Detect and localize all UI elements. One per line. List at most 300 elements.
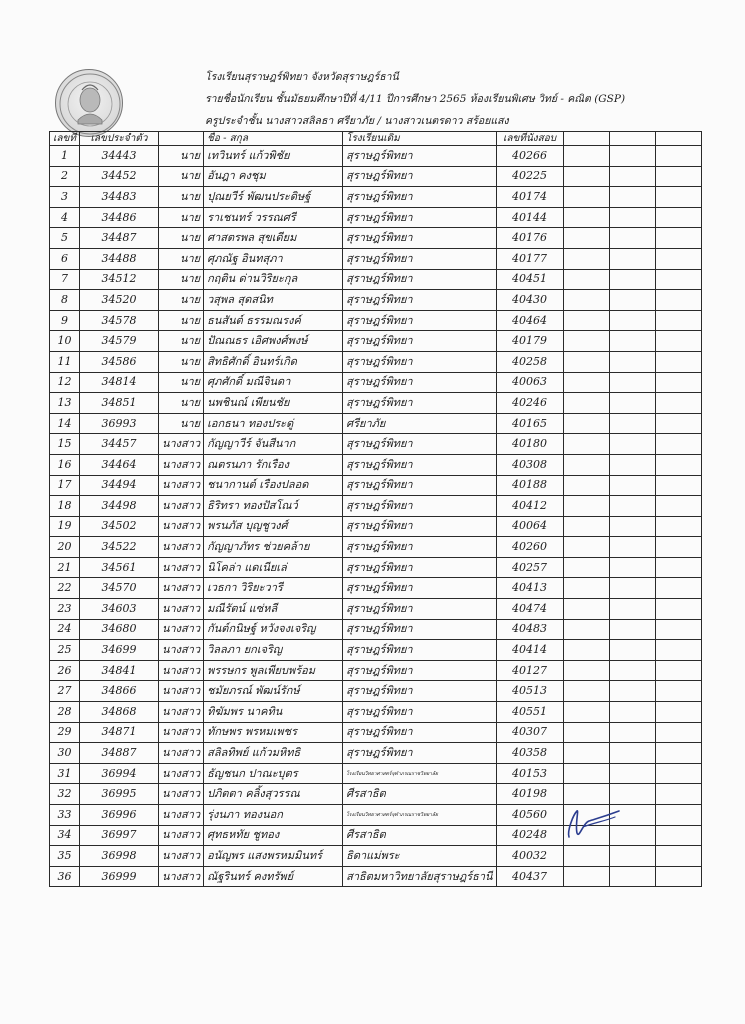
student-name-cell: กัญญาวีร์ จันสีนาก [204, 434, 343, 455]
exam-seat-cell: 40188 [496, 475, 563, 496]
row-number: 30 [50, 743, 80, 764]
table-row [50, 846, 702, 867]
blank-cell [655, 743, 701, 764]
blank-cell [609, 454, 655, 475]
student-name-cell: ศุภศักดิ์ มณีจินดา [204, 372, 343, 393]
table-row [50, 248, 702, 269]
exam-seat-cell: 40308 [496, 454, 563, 475]
table-body [50, 146, 702, 887]
student-name-cell: กฤติน ด่านวิริยะกุล [204, 269, 343, 290]
exam-seat-cell: 40430 [496, 290, 563, 311]
previous-school-cell: สุราษฎร์พิทยา [343, 681, 496, 702]
student-roster-table [49, 131, 702, 887]
student-id-cell: 34452 [79, 166, 158, 187]
student-name-cell: ทิฆัมพร นาคทิน [204, 702, 343, 723]
blank-cell [563, 166, 609, 187]
blank-cell [609, 393, 655, 414]
exam-seat-cell: 40248 [496, 825, 563, 846]
blank-cell [563, 454, 609, 475]
blank-cell [655, 290, 701, 311]
previous-school-cell: สุราษฎร์พิทยา [343, 537, 496, 558]
header-previous-school: โรงเรียนเดิม [343, 132, 496, 146]
blank-cell [563, 269, 609, 290]
blank-cell [655, 763, 701, 784]
name-title-cell: นางสาว [158, 475, 203, 496]
blank-cell [609, 599, 655, 620]
name-title-cell: นางสาว [158, 763, 203, 784]
blank-cell [563, 372, 609, 393]
blank-cell [609, 351, 655, 372]
previous-school-cell: สุราษฎร์พิทยา [343, 310, 496, 331]
blank-cell [655, 805, 701, 826]
school-name-line: โรงเรียนสุราษฎร์พิทยา จังหวัดสุราษฎร์ธานี [205, 71, 399, 83]
row-number: 28 [50, 702, 80, 723]
row-number: 32 [50, 784, 80, 805]
exam-seat-cell: 40225 [496, 166, 563, 187]
table-row [50, 681, 702, 702]
blank-cell [563, 619, 609, 640]
row-number: 10 [50, 331, 80, 352]
table-row [50, 619, 702, 640]
previous-school-cell: สุราษฎร์พิทยา [343, 372, 496, 393]
exam-seat-cell: 40032 [496, 846, 563, 867]
previous-school-cell: สุราษฎร์พิทยา [343, 207, 496, 228]
blank-cell [609, 496, 655, 517]
blank-cell [655, 784, 701, 805]
student-id-cell: 34866 [79, 681, 158, 702]
student-name-cell: ธนสันต์ ธรรมณรงค์ [204, 310, 343, 331]
blank-cell [609, 290, 655, 311]
student-name-cell: นพชินณ์ เพียนชัย [204, 393, 343, 414]
blank-cell [655, 722, 701, 743]
previous-school-cell: สุราษฎร์พิทยา [343, 619, 496, 640]
blank-cell [609, 372, 655, 393]
blank-cell [655, 619, 701, 640]
row-number: 27 [50, 681, 80, 702]
blank-cell [563, 866, 609, 887]
name-title-cell: นาย [158, 146, 203, 167]
name-title-cell: นางสาว [158, 434, 203, 455]
table-row [50, 866, 702, 887]
table-row [50, 660, 702, 681]
blank-cell [609, 166, 655, 187]
row-number: 18 [50, 496, 80, 517]
table-row [50, 702, 702, 723]
previous-school-cell: โรงเรียนวิทยาศาสตร์จุฬาภรณราชวิทยาลัย [343, 763, 496, 784]
student-id-cell: 34868 [79, 702, 158, 723]
homeroom-teachers-line: ครูประจำชั้น นางสาวสลิลธา ศรียาภัย / นางสาวเนตรดาว สร้อยแสง [205, 115, 509, 127]
blank-cell [563, 413, 609, 434]
student-name-cell: ปัณณธร เอิศพงศ์พงษ์ [204, 331, 343, 352]
exam-seat-cell: 40560 [496, 805, 563, 826]
exam-seat-cell: 40165 [496, 413, 563, 434]
blank-cell [609, 619, 655, 640]
name-title-cell: นาย [158, 228, 203, 249]
student-name-cell: รุ่งนภา ทองนอก [204, 805, 343, 826]
exam-seat-cell: 40177 [496, 248, 563, 269]
table-row [50, 372, 702, 393]
row-number: 24 [50, 619, 80, 640]
blank-cell [563, 722, 609, 743]
name-title-cell: นางสาว [158, 454, 203, 475]
row-number: 21 [50, 557, 80, 578]
table-row [50, 557, 702, 578]
handwritten-signature [563, 803, 623, 843]
school-seal-logo [55, 69, 123, 137]
student-name-cell: วสุพล สุดสนิท [204, 290, 343, 311]
student-id-cell: 34570 [79, 578, 158, 599]
blank-cell [655, 393, 701, 414]
previous-school-cell: ศีรสาธิต [343, 784, 496, 805]
row-number: 29 [50, 722, 80, 743]
name-title-cell: นางสาว [158, 702, 203, 723]
name-title-cell: นางสาว [158, 846, 203, 867]
blank-cell [655, 516, 701, 537]
blank-cell [609, 269, 655, 290]
student-name-cell: อนัญพร แสงพรหมมินทร์ [204, 846, 343, 867]
row-number: 12 [50, 372, 80, 393]
student-name-cell: ธัญชนก ปาณะบุตร [204, 763, 343, 784]
name-title-cell: นางสาว [158, 557, 203, 578]
blank-cell [655, 702, 701, 723]
row-number: 33 [50, 805, 80, 826]
blank-cell [655, 146, 701, 167]
blank-cell [563, 784, 609, 805]
student-id-cell: 34520 [79, 290, 158, 311]
blank-cell [655, 248, 701, 269]
row-number: 20 [50, 537, 80, 558]
student-id-cell: 34699 [79, 640, 158, 661]
blank-cell [655, 660, 701, 681]
student-name-cell: พรรษกร พูลเพียบพร้อม [204, 660, 343, 681]
blank-cell [609, 434, 655, 455]
student-name-cell: วิลลภา ยกเจริญ [204, 640, 343, 661]
row-number: 31 [50, 763, 80, 784]
header-name: ชื่อ - สกุล [204, 132, 343, 146]
blank-cell [655, 681, 701, 702]
student-id-cell: 36993 [79, 413, 158, 434]
table-row [50, 496, 702, 517]
blank-cell [609, 763, 655, 784]
previous-school-cell: สุราษฎร์พิทยา [343, 331, 496, 352]
exam-seat-cell: 40258 [496, 351, 563, 372]
blank-cell [655, 640, 701, 661]
student-id-cell: 36997 [79, 825, 158, 846]
blank-cell [609, 146, 655, 167]
name-title-cell: นางสาว [158, 599, 203, 620]
row-number: 8 [50, 290, 80, 311]
row-number: 23 [50, 599, 80, 620]
blank-cell [563, 496, 609, 517]
header-blank-1 [563, 132, 609, 146]
table-row [50, 640, 702, 661]
blank-cell [609, 640, 655, 661]
previous-school-cell: สุราษฎร์พิทยา [343, 248, 496, 269]
previous-school-cell: สุราษฎร์พิทยา [343, 557, 496, 578]
student-name-cell: ศาสตรพล สุขเดียม [204, 228, 343, 249]
name-title-cell: นางสาว [158, 619, 203, 640]
previous-school-cell: สุราษฎร์พิทยา [343, 660, 496, 681]
exam-seat-cell: 40179 [496, 331, 563, 352]
name-title-cell: นาย [158, 269, 203, 290]
previous-school-cell: สุราษฎร์พิทยา [343, 166, 496, 187]
blank-cell [563, 310, 609, 331]
table-row [50, 722, 702, 743]
table-row [50, 269, 702, 290]
student-name-cell: ราเชนทร์ วรรณศรี [204, 207, 343, 228]
student-id-cell: 36999 [79, 866, 158, 887]
blank-cell [609, 331, 655, 352]
blank-cell [563, 681, 609, 702]
blank-cell [563, 846, 609, 867]
previous-school-cell: สุราษฎร์พิทยา [343, 496, 496, 517]
row-number: 25 [50, 640, 80, 661]
student-name-cell: มณีรัตน์ แซ่หลี [204, 599, 343, 620]
blank-cell [655, 599, 701, 620]
student-id-cell: 36998 [79, 846, 158, 867]
table-row [50, 743, 702, 764]
header-student-id: เลขประจำตัว [79, 132, 158, 146]
name-title-cell: นาย [158, 310, 203, 331]
student-id-cell: 34502 [79, 516, 158, 537]
table-row [50, 537, 702, 558]
row-number: 17 [50, 475, 80, 496]
exam-seat-cell: 40180 [496, 434, 563, 455]
student-id-cell: 34443 [79, 146, 158, 167]
blank-cell [609, 537, 655, 558]
blank-cell [655, 413, 701, 434]
row-number: 26 [50, 660, 80, 681]
blank-cell [655, 557, 701, 578]
previous-school-cell: สุราษฎร์พิทยา [343, 743, 496, 764]
blank-cell [655, 825, 701, 846]
row-number: 7 [50, 269, 80, 290]
blank-cell [655, 496, 701, 517]
exam-seat-cell: 40266 [496, 146, 563, 167]
blank-cell [563, 537, 609, 558]
student-name-cell: ชมัยภรณ์ พัฒน์รักษ์ [204, 681, 343, 702]
name-title-cell: นางสาว [158, 805, 203, 826]
blank-cell [563, 516, 609, 537]
student-id-cell: 34887 [79, 743, 158, 764]
student-id-cell: 34457 [79, 434, 158, 455]
row-number: 14 [50, 413, 80, 434]
student-id-cell: 34488 [79, 248, 158, 269]
blank-cell [609, 702, 655, 723]
exam-seat-cell: 40064 [496, 516, 563, 537]
student-name-cell: ทักษพร พรหมเพชร [204, 722, 343, 743]
table-row [50, 578, 702, 599]
name-title-cell: นางสาว [158, 866, 203, 887]
exam-seat-cell: 40414 [496, 640, 563, 661]
blank-cell [563, 228, 609, 249]
previous-school-cell: สุราษฎร์พิทยา [343, 578, 496, 599]
blank-cell [563, 146, 609, 167]
name-title-cell: นาย [158, 187, 203, 208]
exam-seat-cell: 40464 [496, 310, 563, 331]
exam-seat-cell: 40198 [496, 784, 563, 805]
student-id-cell: 34586 [79, 351, 158, 372]
name-title-cell: นาย [158, 413, 203, 434]
blank-cell [655, 187, 701, 208]
row-number: 15 [50, 434, 80, 455]
blank-cell [609, 187, 655, 208]
row-number: 19 [50, 516, 80, 537]
table-row [50, 207, 702, 228]
blank-cell [655, 454, 701, 475]
student-name-cell: สลิลทิพย์ แก้วมหิทธิ [204, 743, 343, 764]
previous-school-cell: สุราษฎร์พิทยา [343, 599, 496, 620]
previous-school-cell: สุราษฎร์พิทยา [343, 393, 496, 414]
table-row [50, 434, 702, 455]
student-id-cell: 34603 [79, 599, 158, 620]
student-name-cell: ณตรนภา รักเรือง [204, 454, 343, 475]
row-number: 22 [50, 578, 80, 599]
row-number: 5 [50, 228, 80, 249]
student-name-cell: เทวินทร์ แก้วพิชัย [204, 146, 343, 167]
table-header-row [50, 132, 702, 146]
blank-cell [563, 393, 609, 414]
student-id-cell: 34579 [79, 331, 158, 352]
student-name-cell: ศุภณัฐ อินทสุภา [204, 248, 343, 269]
row-number: 11 [50, 351, 80, 372]
exam-seat-cell: 40551 [496, 702, 563, 723]
previous-school-cell: สุราษฎร์พิทยา [343, 146, 496, 167]
row-number: 3 [50, 187, 80, 208]
student-id-cell: 34841 [79, 660, 158, 681]
previous-school-cell: สุราษฎร์พิทยา [343, 475, 496, 496]
previous-school-cell: ศีรสาธิต [343, 825, 496, 846]
name-title-cell: นางสาว [158, 516, 203, 537]
class-list-title: รายชื่อนักเรียน ชั้นมัธยมศึกษาปีที่ 4/11 ปีการศึกษา 2565 ห้องเรียนพิเศษ วิทย์ - คณิต (GSP) [205, 93, 626, 105]
table-row [50, 475, 702, 496]
exam-seat-cell: 40437 [496, 866, 563, 887]
blank-cell [563, 599, 609, 620]
row-number: 34 [50, 825, 80, 846]
blank-cell [563, 702, 609, 723]
row-number: 4 [50, 207, 80, 228]
blank-cell [563, 578, 609, 599]
student-name-cell: นิโคล่า แดเนียเล่ [204, 557, 343, 578]
exam-seat-cell: 40260 [496, 537, 563, 558]
blank-cell [609, 660, 655, 681]
blank-cell [563, 248, 609, 269]
row-number: 1 [50, 146, 80, 167]
blank-cell [563, 475, 609, 496]
student-id-cell: 34522 [79, 537, 158, 558]
name-title-cell: นางสาว [158, 825, 203, 846]
student-name-cell: ชนากานต์ เรืองปลอด [204, 475, 343, 496]
name-title-cell: นางสาว [158, 660, 203, 681]
student-id-cell: 34851 [79, 393, 158, 414]
row-number: 35 [50, 846, 80, 867]
blank-cell [563, 660, 609, 681]
blank-cell [655, 372, 701, 393]
previous-school-cell: สุราษฎร์พิทยา [343, 290, 496, 311]
student-id-cell: 34487 [79, 228, 158, 249]
previous-school-cell: สุราษฎร์พิทยา [343, 454, 496, 475]
row-number: 2 [50, 166, 80, 187]
name-title-cell: นางสาว [158, 681, 203, 702]
exam-seat-cell: 40063 [496, 372, 563, 393]
student-id-cell: 34814 [79, 372, 158, 393]
student-id-cell: 34561 [79, 557, 158, 578]
blank-cell [563, 290, 609, 311]
blank-cell [609, 228, 655, 249]
student-name-cell: ธิริทรา ทองปัสโณว์ [204, 496, 343, 517]
blank-cell [655, 207, 701, 228]
exam-seat-cell: 40246 [496, 393, 563, 414]
previous-school-cell: สุราษฎร์พิทยา [343, 269, 496, 290]
blank-cell [655, 351, 701, 372]
name-title-cell: นางสาว [158, 784, 203, 805]
student-id-cell: 36994 [79, 763, 158, 784]
table-row [50, 228, 702, 249]
row-number: 36 [50, 866, 80, 887]
blank-cell [655, 434, 701, 455]
blank-cell [655, 310, 701, 331]
blank-cell [609, 248, 655, 269]
table-row [50, 413, 702, 434]
blank-cell [563, 187, 609, 208]
exam-seat-cell: 40127 [496, 660, 563, 681]
exam-seat-cell: 40413 [496, 578, 563, 599]
blank-cell [609, 557, 655, 578]
row-number: 16 [50, 454, 80, 475]
table-row [50, 784, 702, 805]
blank-cell [563, 557, 609, 578]
name-title-cell: นาย [158, 248, 203, 269]
table-row [50, 331, 702, 352]
blank-cell [563, 743, 609, 764]
blank-cell [655, 846, 701, 867]
student-id-cell: 36996 [79, 805, 158, 826]
name-title-cell: นาย [158, 290, 203, 311]
blank-cell [609, 784, 655, 805]
previous-school-cell: ธิดาแม่พระ [343, 846, 496, 867]
previous-school-cell: สุราษฎร์พิทยา [343, 722, 496, 743]
previous-school-cell: สุราษฎร์พิทยา [343, 702, 496, 723]
student-name-cell: อันฎา คงชุม [204, 166, 343, 187]
student-name-cell: เอกธนา ทองประดู่ [204, 413, 343, 434]
table-row [50, 290, 702, 311]
name-title-cell: นางสาว [158, 537, 203, 558]
exam-seat-cell: 40412 [496, 496, 563, 517]
blank-cell [609, 413, 655, 434]
blank-cell [655, 537, 701, 558]
blank-cell [563, 351, 609, 372]
table-row [50, 146, 702, 167]
blank-cell [655, 578, 701, 599]
exam-seat-cell: 40153 [496, 763, 563, 784]
blank-cell [563, 331, 609, 352]
table-row [50, 166, 702, 187]
student-name-cell: ณัฐรินทร์ คงทรัพย์ [204, 866, 343, 887]
student-id-cell: 34680 [79, 619, 158, 640]
row-number: 9 [50, 310, 80, 331]
table-row [50, 599, 702, 620]
name-title-cell: นางสาว [158, 496, 203, 517]
blank-cell [609, 578, 655, 599]
blank-cell [609, 207, 655, 228]
header-blank-2 [609, 132, 655, 146]
student-id-cell: 34486 [79, 207, 158, 228]
blank-cell [609, 475, 655, 496]
header-number: เลขที่ [50, 132, 80, 146]
table-row [50, 454, 702, 475]
blank-cell [609, 846, 655, 867]
name-title-cell: นาย [158, 207, 203, 228]
